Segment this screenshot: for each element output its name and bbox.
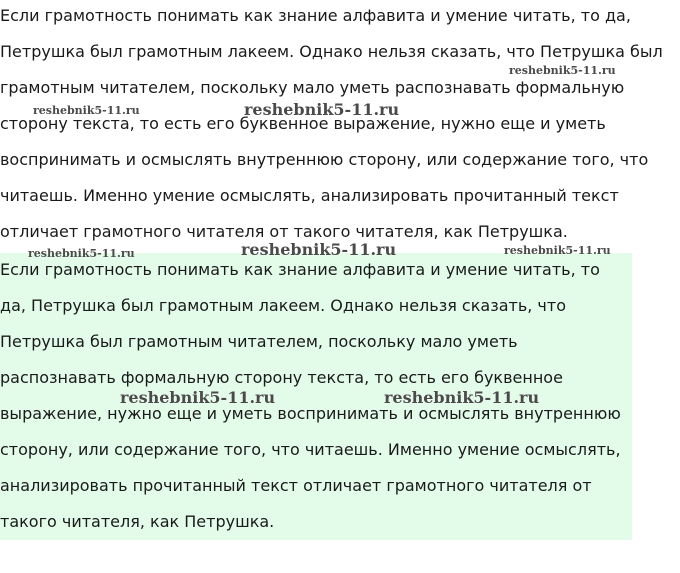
- watermark: reshebnik5-11.ru: [504, 244, 611, 257]
- watermark: reshebnik5-11.ru: [241, 240, 397, 259]
- watermark: reshebnik5-11.ru: [28, 247, 135, 260]
- paragraph-highlighted: Если грамотность понимать как знание алфавита и умение читать, то да, Петрушка был грамотным лакеем. Однако нельзя сказать, что Петрушка был грамотным читателем, поскольку мало уметь распознавать формальную сторону текста, то есть его буквенное выражение, нужно еще и уметь воспринимать и осмыслять внутреннюю сторону, или содержание того, что читаешь. Именно умение осмыслять, анализировать прочитанный текст отличает грамотного читателя от такого читателя, как Петрушка.: [0, 260, 621, 531]
- watermark: reshebnik5-11.ru: [509, 64, 616, 77]
- watermark: reshebnik5-11.ru: [120, 388, 276, 407]
- watermark: reshebnik5-11.ru: [244, 100, 400, 119]
- watermark: reshebnik5-11.ru: [33, 104, 140, 117]
- watermark: reshebnik5-11.ru: [384, 388, 540, 407]
- paragraph-original: Если грамотность понимать как знание алфавита и умение читать, то да, Петрушка был грамотным лакеем. Однако нельзя сказать, что Петрушка был грамотным читателем, поскольку мало уметь распознавать формальную сторону текста, то есть его буквенное выражение, нужно еще и уметь воспринимать и осмыслять внутреннюю сторону, или содержание того, что читаешь. Именно умение осмыслять, анализировать прочитанный текст отличает грамотного читателя от такого читателя, как Петрушка.: [0, 6, 663, 241]
